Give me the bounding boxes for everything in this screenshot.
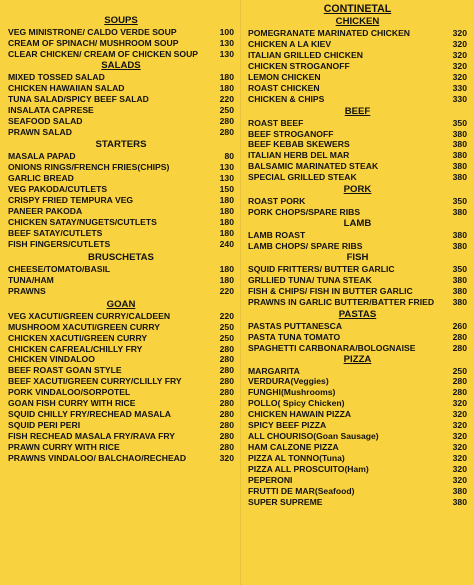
menu-item bbox=[248, 196, 467, 207]
menu-item-price: 380 bbox=[452, 172, 467, 183]
menu-item-name: SQUID CHILLY FRY/RECHEAD MASALA bbox=[8, 409, 171, 420]
menu-item bbox=[248, 172, 467, 183]
menu-item bbox=[248, 297, 467, 308]
section-heading-text: BRUSCHETAS bbox=[88, 251, 154, 263]
menu-item-price: 130 bbox=[219, 173, 234, 184]
menu-item-price: 220 bbox=[219, 285, 234, 296]
menu-item-price: 320 bbox=[452, 49, 467, 60]
menu-item-name: CHEESE/TOMATO/BASIL bbox=[8, 263, 111, 274]
menu-item-price: 280 bbox=[219, 365, 234, 376]
menu-item-price: 180 bbox=[219, 228, 234, 238]
menu-item-price: 320 bbox=[452, 409, 467, 420]
menu-item bbox=[8, 311, 234, 322]
menu-item-name: SPAGHETTI CARBONARA/BOLOGNAISE bbox=[248, 342, 416, 353]
menu-item-price: 320 bbox=[452, 420, 467, 431]
menu-item-name: PRAWNS bbox=[8, 285, 46, 296]
menu-item bbox=[8, 72, 234, 83]
menu-item-price: 330 bbox=[452, 93, 467, 104]
menu-item bbox=[8, 27, 234, 38]
menu-item bbox=[8, 322, 234, 333]
menu-item-price: 130 bbox=[219, 48, 234, 59]
menu-item-name: SEAFOOD SALAD bbox=[8, 115, 83, 126]
menu-title bbox=[248, 2, 467, 16]
menu-item-price: 320 bbox=[452, 398, 467, 409]
menu-item-name: POMEGRANATE MARINATED CHICKEN bbox=[248, 28, 411, 38]
section-chicken bbox=[248, 16, 467, 105]
menu-item-name: ITALIAN HERB DEL MAR bbox=[248, 150, 350, 161]
menu-item-name: ROAST BEEF bbox=[248, 117, 304, 128]
menu-item-name: CHICKEN & CHIPS bbox=[248, 93, 325, 104]
menu-item-price: 180 bbox=[219, 195, 234, 206]
menu-item-name: CHICKEN HAWAIN PIZZA bbox=[248, 409, 352, 420]
menu-item bbox=[248, 275, 467, 286]
section-starters bbox=[8, 139, 234, 249]
section-heading-salads bbox=[8, 60, 234, 72]
menu-item-price: 180 bbox=[219, 217, 234, 228]
menu-item-name: CLEAR CHICKEN/ CREAM OF CHICKEN SOUP bbox=[8, 48, 199, 59]
section-heading-text: SALADS bbox=[101, 59, 141, 71]
menu-item-name: PASTAS PUTTANESCA bbox=[248, 320, 343, 331]
menu-item bbox=[248, 72, 467, 83]
menu-item bbox=[248, 118, 467, 129]
menu-item-name: MARGARITA bbox=[248, 365, 300, 376]
menu-item bbox=[8, 286, 234, 297]
menu-item-price: 280 bbox=[219, 398, 234, 409]
section-pastas bbox=[248, 309, 467, 354]
menu-item bbox=[8, 442, 234, 453]
menu-item-price: 320 bbox=[452, 474, 467, 485]
menu-item-name: FUNGHI(Mushrooms) bbox=[248, 387, 336, 398]
menu-item-name: CREAM OF SPINACH/ MUSHROOM SOUP bbox=[8, 37, 179, 48]
menu-item bbox=[248, 409, 467, 420]
menu-item-price: 380 bbox=[452, 150, 467, 161]
menu-item-price: 180 bbox=[219, 71, 234, 82]
section-heading-text: CHICKEN bbox=[335, 16, 380, 27]
menu-item-name: PEPERONI bbox=[248, 474, 293, 485]
menu-item bbox=[248, 50, 467, 61]
menu-item-price: 80 bbox=[224, 151, 234, 162]
menu-item-price: 350 bbox=[452, 263, 467, 274]
menu-item bbox=[248, 343, 467, 354]
menu-item-name: GOAN FISH CURRY WITH RICE bbox=[8, 398, 136, 409]
menu-item-name: MASALA PAPAD bbox=[8, 151, 76, 162]
menu-item-name: ALL CHOURISO(Goan Sausage) bbox=[248, 431, 379, 442]
menu-item bbox=[8, 239, 234, 250]
menu-item bbox=[248, 398, 467, 409]
menu-item-price: 380 bbox=[452, 496, 467, 507]
section-heading-text: STARTERS bbox=[95, 139, 147, 151]
menu-item-name: GRLLIED TUNA/ TUNA STEAK bbox=[248, 274, 372, 285]
menu-item-price: 320 bbox=[452, 38, 467, 49]
section-heading-chicken bbox=[248, 16, 467, 28]
menu-item-name: VEG MINISTRONE/ CALDO VERDE SOUP bbox=[8, 27, 177, 37]
section-heading-starters bbox=[8, 139, 234, 151]
section-heading-pizza bbox=[248, 354, 467, 366]
menu-item-price: 150 bbox=[219, 184, 234, 195]
section-heading-soups bbox=[8, 15, 234, 27]
menu-item bbox=[248, 497, 467, 508]
section-salads bbox=[8, 60, 234, 138]
menu-item-name: CHICKEN HAWAIIAN SALAD bbox=[8, 82, 125, 93]
menu-item-price: 320 bbox=[452, 71, 467, 82]
menu-item-name: CHICKEN A LA KIEV bbox=[248, 38, 332, 49]
section-goan bbox=[8, 299, 234, 464]
menu-item-name: CHICKEN SATAY/NUGETS/CUTLETS bbox=[8, 217, 157, 228]
menu-item bbox=[8, 206, 234, 217]
menu-item-name: MUSHROOM XACUTI/GREEN CURRY bbox=[8, 321, 160, 332]
section-lamb bbox=[248, 218, 467, 252]
menu-item-name: LAMB CHOPS/ SPARE RIBS bbox=[248, 241, 363, 251]
menu-item bbox=[8, 365, 234, 376]
menu-item-price: 320 bbox=[219, 452, 234, 463]
menu-item-price: 320 bbox=[452, 431, 467, 442]
menu-item-price: 380 bbox=[452, 241, 467, 251]
menu-item bbox=[248, 129, 467, 140]
menu-item-name: ONIONS RINGS/FRENCH FRIES(CHIPS) bbox=[8, 162, 170, 173]
menu-item bbox=[8, 420, 234, 431]
menu-item-price: 350 bbox=[452, 196, 467, 207]
menu-item-name: PRAWN CURRY WITH RICE bbox=[8, 441, 120, 452]
menu-item-name: SPECIAL GRILLED STEAK bbox=[248, 172, 357, 183]
menu-item-price: 180 bbox=[219, 82, 234, 93]
section-pork bbox=[248, 184, 467, 218]
section-heading-pork bbox=[248, 184, 467, 196]
menu-item-name: BEEF SATAY/CUTLETS bbox=[8, 228, 103, 238]
menu-item-name: ROAST PORK bbox=[248, 196, 306, 207]
menu-item-price: 380 bbox=[452, 207, 467, 218]
menu-item bbox=[8, 264, 234, 275]
menu-item-price: 240 bbox=[219, 238, 234, 249]
menu-item bbox=[8, 387, 234, 398]
menu-item-name: FISH & CHIPS/ FISH IN BUTTER GARLIC bbox=[248, 285, 413, 296]
menu-item bbox=[248, 442, 467, 453]
menu-item-price: 280 bbox=[219, 376, 234, 387]
menu-item-price: 280 bbox=[452, 376, 467, 387]
menu-item-name: TUNA/HAM bbox=[8, 274, 54, 285]
section-heading-text: SOUPS bbox=[104, 15, 138, 26]
menu-item-name: CHICKEN XACUTI/GREEN CURRY bbox=[8, 332, 148, 343]
menu-item bbox=[248, 376, 467, 387]
menu-item-price: 130 bbox=[219, 162, 234, 173]
menu-item bbox=[8, 409, 234, 420]
menu-item-price: 280 bbox=[219, 115, 234, 126]
menu-item bbox=[8, 344, 234, 355]
menu-item bbox=[248, 161, 467, 172]
menu-item-name: CHICKEN VINDALOO bbox=[8, 354, 95, 365]
menu-item bbox=[248, 464, 467, 475]
menu-item-name: VEG XACUTI/GREEN CURRY/CALDEEN bbox=[8, 310, 171, 321]
menu-item-price: 280 bbox=[219, 409, 234, 420]
menu-item bbox=[8, 333, 234, 344]
menu-item bbox=[248, 264, 467, 275]
menu-item-name: CRISPY FRIED TEMPURA VEG bbox=[8, 195, 134, 206]
menu-item-name: PRAWNS IN GARLIC BUTTER/BATTER FRIED bbox=[248, 296, 435, 307]
menu-item-name: FISH FINGERS/CUTLETS bbox=[8, 238, 111, 249]
section-heading-pastas bbox=[248, 309, 467, 321]
menu-item-price: 320 bbox=[452, 442, 467, 453]
menu-item-price: 280 bbox=[452, 331, 467, 342]
section-beef bbox=[248, 106, 467, 184]
section-heading-text: BEEF bbox=[344, 105, 371, 117]
menu-item-price: 320 bbox=[452, 60, 467, 71]
menu-item-name: SQUID PERI PERI bbox=[8, 420, 81, 431]
menu-item-name: GARLIC BREAD bbox=[8, 173, 74, 184]
menu-item-name: TUNA SALAD/SPICY BEEF SALAD bbox=[8, 93, 149, 104]
menu-item-name: PRAWNS VINDALOO/ BALCHAO/RECHEAD bbox=[8, 452, 187, 463]
menu-item-price: 220 bbox=[219, 93, 234, 104]
menu-item-name: BEEF STROGANOFF bbox=[248, 128, 334, 139]
section-bruschetas bbox=[8, 252, 234, 297]
menu-item bbox=[248, 420, 467, 431]
menu-item-name: ITALIAN GRILLED CHICKEN bbox=[248, 49, 363, 60]
menu-item-name: PORK CHOPS/SPARE RIBS bbox=[248, 207, 361, 218]
menu-item-name: PIZZA ALL PROSCUITO(Ham) bbox=[248, 463, 369, 474]
right-column bbox=[248, 2, 467, 508]
menu-item-price: 280 bbox=[219, 441, 234, 452]
menu-item-price: 380 bbox=[452, 230, 467, 241]
menu-item-name: SQUID FRITTERS/ BUTTER GARLIC bbox=[248, 263, 395, 274]
menu-item-price: 380 bbox=[452, 285, 467, 296]
menu-item bbox=[248, 332, 467, 343]
menu-item-name: FISH RECHEAD MASALA FRY/RAVA FRY bbox=[8, 431, 175, 441]
section-heading-bruschetas bbox=[8, 252, 234, 264]
menu-item-name: CHICKEN STROGANOFF bbox=[248, 60, 350, 71]
menu-item-price: 280 bbox=[219, 126, 234, 137]
column-divider bbox=[240, 0, 241, 585]
menu-item bbox=[248, 139, 467, 150]
section-heading-text: PASTAS bbox=[338, 308, 377, 320]
section-heading-lamb bbox=[248, 218, 467, 230]
menu-item bbox=[8, 275, 234, 286]
menu-item bbox=[8, 83, 234, 94]
menu-item-price: 260 bbox=[452, 320, 467, 331]
menu-item bbox=[248, 39, 467, 50]
menu-item bbox=[8, 38, 234, 49]
menu-item-name: INSALATA CAPRESE bbox=[8, 104, 94, 115]
menu-item bbox=[248, 28, 467, 39]
menu-item bbox=[8, 151, 234, 162]
menu-item-price: 320 bbox=[452, 453, 467, 463]
menu-item bbox=[8, 94, 234, 105]
menu-item-price: 180 bbox=[219, 274, 234, 285]
menu-item-name: BEEF KEBAB SKEWERS bbox=[248, 139, 350, 150]
menu-item bbox=[8, 105, 234, 116]
menu-item-price: 180 bbox=[219, 263, 234, 274]
menu-item-name: PRAWN SALAD bbox=[8, 126, 72, 137]
menu-item-name: SUPER SUPREME bbox=[248, 496, 323, 507]
section-heading-text: LAMB bbox=[343, 218, 372, 230]
menu-item-name: POLLO( Spicy Chicken) bbox=[248, 398, 345, 409]
menu-item-price: 380 bbox=[452, 274, 467, 285]
menu-item-name: VERDURA(Veggies) bbox=[248, 376, 329, 387]
menu-item bbox=[8, 453, 234, 464]
menu-item bbox=[8, 195, 234, 206]
menu-item-price: 380 bbox=[452, 139, 467, 150]
menu-item-name: HAM CALZONE PIZZA bbox=[248, 442, 339, 453]
menu-item bbox=[248, 83, 467, 94]
menu-item-name: MIXED TOSSED SALAD bbox=[8, 71, 105, 82]
menu-item bbox=[248, 61, 467, 72]
menu-item bbox=[8, 217, 234, 228]
menu-item bbox=[8, 228, 234, 239]
menu-item bbox=[8, 398, 234, 409]
menu-item-name: BEEF ROAST GOAN STYLE bbox=[8, 365, 122, 376]
menu-item-name: VEG PAKODA/CUTLETS bbox=[8, 184, 108, 195]
menu-item-price: 280 bbox=[452, 342, 467, 353]
menu-item-price: 250 bbox=[219, 332, 234, 343]
menu-item bbox=[248, 94, 467, 105]
menu-item-price: 380 bbox=[452, 128, 467, 139]
menu-item-price: 100 bbox=[219, 27, 234, 37]
section-heading-beef bbox=[248, 106, 467, 118]
menu-item-name: PIZZA AL TONNO(Tuna) bbox=[248, 453, 345, 463]
menu-item-price: 320 bbox=[452, 28, 467, 38]
menu-item-name: PORK VINDALOO/SORPOTEL bbox=[8, 387, 131, 398]
menu-item-name: ROAST CHICKEN bbox=[248, 82, 320, 93]
section-fish bbox=[248, 252, 467, 308]
menu-item bbox=[248, 207, 467, 218]
section-heading-text: PORK bbox=[343, 184, 372, 196]
menu-item-price: 330 bbox=[452, 82, 467, 93]
menu-item bbox=[248, 475, 467, 486]
menu-item bbox=[8, 49, 234, 60]
menu-item bbox=[248, 431, 467, 442]
menu-item-name: BEEF XACUTI/GREEN CURRY/CLILLY FRY bbox=[8, 376, 182, 387]
menu-item-price: 250 bbox=[452, 365, 467, 376]
menu-item bbox=[248, 453, 467, 464]
section-pizza bbox=[248, 354, 467, 508]
section-heading-text: PIZZA bbox=[343, 353, 372, 365]
menu-item bbox=[8, 354, 234, 365]
menu-item bbox=[8, 173, 234, 184]
section-heading-goan bbox=[8, 299, 234, 311]
menu-item bbox=[8, 184, 234, 195]
menu-item-name: SPICY BEEF PIZZA bbox=[248, 420, 327, 431]
menu-item bbox=[8, 162, 234, 173]
section-heading-fish bbox=[248, 252, 467, 264]
menu-item bbox=[248, 366, 467, 377]
menu-item-name: LEMON CHICKEN bbox=[248, 71, 321, 82]
menu-item bbox=[248, 241, 467, 252]
menu-item-price: 280 bbox=[219, 431, 234, 441]
menu-item-name: BALSAMIC MARINATED STEAK bbox=[248, 161, 379, 172]
menu-item bbox=[248, 286, 467, 297]
menu-item-price: 180 bbox=[219, 206, 234, 217]
menu-item-price: 250 bbox=[219, 104, 234, 115]
menu-item-price: 280 bbox=[219, 387, 234, 398]
menu-item-name: PASTA TUNA TOMATO bbox=[248, 331, 341, 342]
section-heading-text: FISH bbox=[346, 251, 369, 263]
menu-item bbox=[8, 376, 234, 387]
menu-item-price: 130 bbox=[219, 37, 234, 48]
menu-item bbox=[8, 116, 234, 127]
menu-item-name: LAMB ROAST bbox=[248, 230, 306, 241]
menu-item-price: 380 bbox=[452, 161, 467, 172]
section-heading-text: GOAN bbox=[106, 298, 136, 310]
menu-item-price: 280 bbox=[219, 343, 234, 354]
menu-item-price: 280 bbox=[452, 387, 467, 398]
menu-item-price: 350 bbox=[452, 117, 467, 128]
menu-item-name: FRUTTI DE MAR(Seafood) bbox=[248, 485, 355, 496]
menu-title-text: CONTINETAL bbox=[323, 3, 392, 15]
menu-item-price: 280 bbox=[219, 354, 234, 365]
menu-item bbox=[248, 486, 467, 497]
menu-item-price: 380 bbox=[452, 485, 467, 496]
menu-item bbox=[248, 321, 467, 332]
menu-item-price: 280 bbox=[219, 420, 234, 431]
menu-item-name: CHICKEN CAFREAL/CHILLY FRY bbox=[8, 343, 143, 354]
left-column bbox=[8, 15, 234, 464]
section-soups bbox=[8, 15, 234, 60]
menu-item-price: 250 bbox=[219, 321, 234, 332]
menu-item-price: 320 bbox=[452, 463, 467, 474]
menu-item bbox=[248, 230, 467, 241]
menu-item-price: 380 bbox=[452, 296, 467, 307]
menu-item bbox=[8, 431, 234, 442]
menu-item bbox=[248, 150, 467, 161]
menu-item bbox=[8, 127, 234, 138]
menu-item-name: PANEER PAKODA bbox=[8, 206, 83, 217]
menu-item bbox=[248, 387, 467, 398]
menu-item-price: 220 bbox=[219, 310, 234, 321]
